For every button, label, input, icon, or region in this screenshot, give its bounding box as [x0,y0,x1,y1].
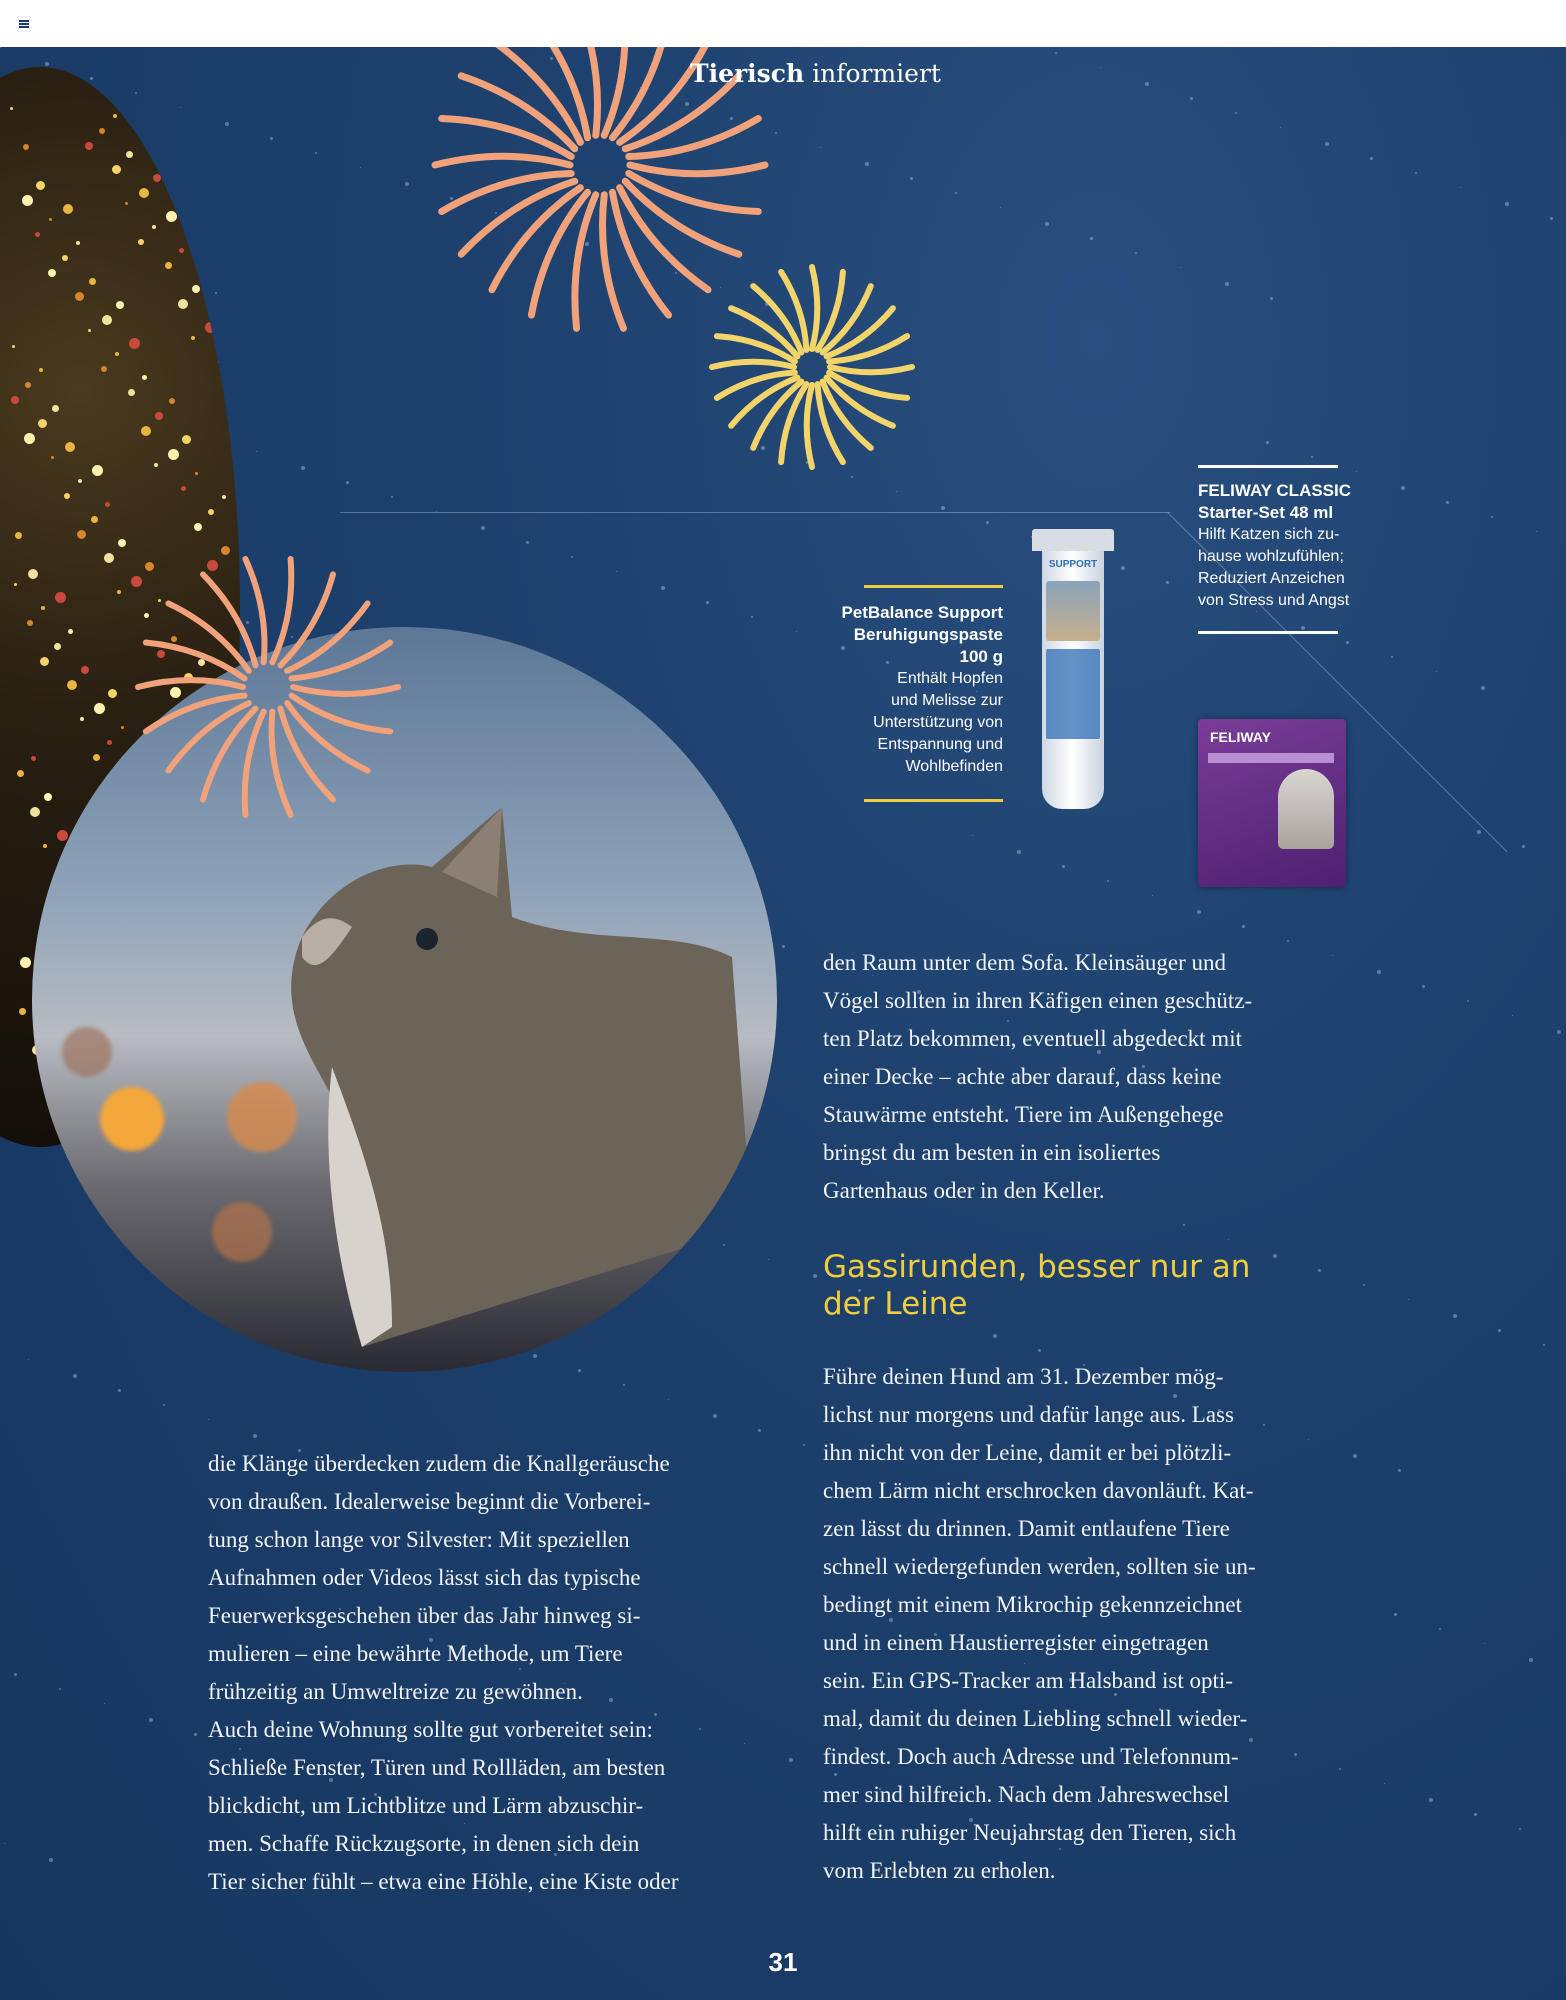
text-line: den Raum unter dem Sofa. Kleinsäuger und [823,950,1227,975]
box-label: FELIWAY [1210,729,1271,745]
text-line: Vögel sollten in ihren Käfigen einen geschütz- [823,988,1253,1013]
product-desc-line: Entspannung und [877,736,1003,753]
text-line: Schließe Fenster, Türen und Rollläden, am besten [208,1755,666,1780]
menu-icon[interactable] [19,20,29,27]
feliway-box-image [1198,719,1346,887]
text-line: Führe deinen Hund am 31. Dezember mög- [823,1364,1224,1389]
product-description [1198,524,1378,612]
product-title-line: PetBalance Support [841,603,1003,622]
product-desc-line: Enthält Hopfen [897,670,1003,687]
text-line: ten Platz bekommen, eventuell abgedeckt mit [823,1026,1242,1051]
text-line: frühzeitig an Umweltreize zu gewöhnen. [208,1679,583,1704]
text-line: mer sind hilfreich. Nach dem Jahreswechsel [823,1782,1230,1807]
subheading-line: der Leine [823,1286,968,1322]
product-desc-line: Hilft Katzen sich zu- [1198,526,1340,543]
product-feliway [1198,480,1378,612]
product-desc-line: hause wohlzufühlen; [1198,548,1344,565]
gold-rule [864,799,1003,802]
text-line: Stauwärme entsteht. Tiere im Außengehege [823,1102,1224,1127]
product-desc-line: Wohlbefinden [905,758,1003,775]
text-line: Gartenhaus oder in den Keller. [823,1178,1105,1203]
text-line: blickdicht, um Lichtblitze und Lärm abzuschir- [208,1793,644,1818]
firework-icon [435,47,765,328]
text-line: hilft ein ruhiger Neujahrstag den Tieren, sich [823,1820,1237,1845]
text-line: ihn nicht von der Leine, damit er bei plötzli- [823,1440,1232,1465]
text-line: vom Erlebten zu erholen. [823,1858,1056,1883]
text-line: zen lässt du drinnen. Damit entlaufene Tiere [823,1516,1230,1541]
product-desc-line: und Melisse zur [890,692,1003,709]
product-desc-line: Unterstützung von [873,714,1003,731]
text-line: mulieren – eine bewährte Methode, um Tiere [208,1641,623,1666]
product-title [1198,480,1378,524]
product-title [780,602,1003,668]
gold-rule [864,585,1003,588]
product-title-line: 100 g [959,647,1003,666]
firework-icon [138,559,398,815]
text-line: Tier sicher fühlt – etwa eine Höhle, eine Kiste oder [208,1869,679,1894]
text-line: Feuerwerksgeschehen über das Jahr hinweg si- [208,1603,641,1628]
text-line: tung schon lange vor Silvester: Mit speziellen [208,1527,630,1552]
page-number: 31 [768,1947,798,1977]
product-title-line: FELIWAY CLASSIC [1198,481,1352,500]
text-line: chem Lärm nicht erschrocken davonläuft. Kat- [823,1478,1254,1503]
article-column-right-bottom [823,1358,1343,1890]
text-line: die Klänge überdecken zudem die Knallgeräusche [208,1451,670,1476]
header-title-light: informiert [812,59,941,88]
text-line: bringst du am besten in ein isoliertes [823,1140,1161,1165]
article-column-left [208,1445,788,1901]
product-title-line: Beruhigungspaste [853,625,1003,644]
text-line: bedingt mit einem Mikrochip gekennzeichnet [823,1592,1242,1617]
product-description [780,668,1003,778]
article-subheading [823,1249,1343,1323]
text-line: Auch deine Wohnung sollte gut vorbereitet sein: [208,1717,653,1742]
text-line: sein. Ein GPS-Tracker am Halsband ist opti- [823,1668,1233,1693]
article-column-right-top [823,944,1343,1210]
product-petbalance [780,602,1003,778]
petbalance-tube-image [1032,529,1114,817]
text-line: lichst nur morgens und dafür lange aus. Lass [823,1402,1234,1427]
text-line: und in einem Haustierregister eingetragen [823,1630,1209,1655]
text-line: einer Decke – achte aber darauf, dass keine [823,1064,1222,1089]
header-title-bold: Tierisch [690,59,805,88]
product-title-line: Starter-Set 48 ml [1198,503,1334,522]
product-desc-line: von Stress und Angst [1198,592,1350,609]
page-header [690,59,941,88]
subheading-line: Gassirunden, besser nur an [823,1249,1251,1285]
white-rule [1198,465,1338,468]
firework-icon [712,267,912,467]
white-rule [1198,631,1338,634]
text-line: von draußen. Idealerweise beginnt die Vorberei- [208,1489,651,1514]
divider-line [340,512,1170,513]
text-line: findest. Doch auch Adresse und Telefonnum- [823,1744,1239,1769]
top-bar [0,0,1566,47]
text-line: men. Schaffe Rückzugsorte, in denen sich dein [208,1831,640,1856]
text-line: schnell wiedergefunden werden, sollten sie un- [823,1554,1256,1579]
tube-label: SUPPORT [1048,559,1098,570]
product-desc-line: Reduziert Anzeichen [1198,570,1345,587]
text-line: mal, damit du deinen Liebling schnell wieder- [823,1706,1248,1731]
text-line: Aufnahmen oder Videos lässt sich das typische [208,1565,641,1590]
magazine-page [0,47,1566,2000]
